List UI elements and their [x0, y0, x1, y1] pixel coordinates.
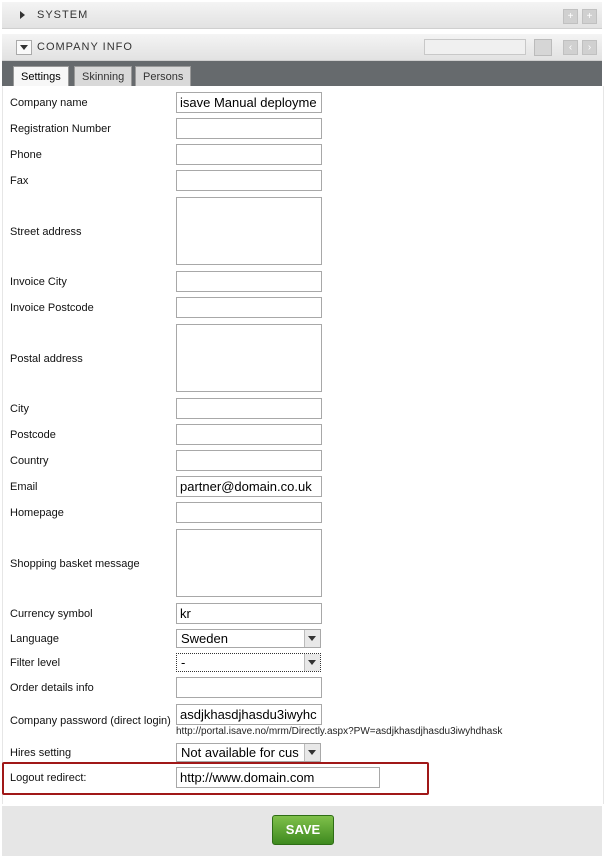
logout-redirect-label: Logout redirect: [10, 772, 87, 784]
filter-level-label: Filter level [10, 657, 61, 669]
logout-redirect-input[interactable]: http://www.domain.com [176, 767, 380, 788]
country-input[interactable] [176, 450, 322, 471]
tab-skinning[interactable]: Skinning [74, 66, 132, 87]
hires-setting-selected-value: Not available for cus [181, 745, 299, 760]
system-panel-title: SYSTEM [37, 9, 89, 21]
company-password-label: Company password (direct login) [10, 715, 171, 727]
system-panel-header[interactable] [2, 2, 602, 29]
company-info-panel-title: COMPANY INFO [37, 41, 133, 53]
hires-setting-select[interactable] [176, 743, 321, 762]
save-button[interactable]: SAVE [272, 815, 334, 845]
panel-search-input[interactable] [424, 39, 526, 55]
logout-redirect-highlight [2, 762, 429, 795]
invoice-postcode-input[interactable] [176, 297, 322, 318]
search-icon[interactable] [534, 39, 552, 56]
chevron-down-icon[interactable] [304, 744, 320, 761]
city-label: City [10, 403, 29, 415]
shopping-basket-message-textarea[interactable] [176, 529, 322, 597]
language-label: Language [10, 633, 59, 645]
collapse-toggle[interactable] [16, 40, 32, 55]
chevron-down-icon[interactable] [304, 654, 320, 671]
company-name-label: Company name [10, 97, 88, 109]
move-down-icon[interactable]: + [582, 9, 597, 24]
street-address-textarea[interactable] [176, 197, 322, 265]
move-up-icon[interactable]: + [563, 9, 578, 24]
phone-input[interactable] [176, 144, 322, 165]
order-details-info-input[interactable] [176, 677, 322, 698]
form-footer [2, 806, 602, 856]
email-label: Email [10, 481, 38, 493]
homepage-label: Homepage [10, 507, 64, 519]
settings-form [2, 86, 604, 804]
company-name-input[interactable]: isave Manual deployme [176, 92, 322, 113]
language-selected-value: Sweden [181, 631, 228, 646]
tab-bar [2, 61, 602, 86]
hires-setting-label: Hires setting [10, 747, 72, 759]
panel-next-icon[interactable]: › [582, 40, 597, 55]
language-select[interactable] [176, 629, 321, 648]
expand-icon[interactable] [20, 11, 25, 19]
tab-settings[interactable]: Settings [13, 66, 69, 87]
tab-persons[interactable]: Persons [135, 66, 191, 87]
filter-level-selected-value: - [181, 655, 186, 670]
invoice-city-label: Invoice City [10, 276, 67, 288]
shopping-basket-message-label: Shopping basket message [10, 558, 140, 570]
invoice-postcode-label: Invoice Postcode [10, 302, 94, 314]
street-address-label: Street address [10, 226, 82, 238]
postcode-input[interactable] [176, 424, 322, 445]
chevron-down-icon[interactable] [304, 630, 320, 647]
fax-label: Fax [10, 175, 29, 187]
email-input[interactable]: partner@domain.co.uk [176, 476, 322, 497]
homepage-input[interactable] [176, 502, 322, 523]
panel-prev-icon[interactable]: ‹ [563, 40, 578, 55]
country-label: Country [10, 455, 49, 467]
company-password-input[interactable]: asdjkhasdjhasdu3iwyhc [176, 704, 322, 725]
postal-address-label: Postal address [10, 353, 83, 365]
currency-symbol-input[interactable]: kr [176, 603, 322, 624]
postcode-label: Postcode [10, 429, 56, 441]
order-details-info-label: Order details info [10, 682, 94, 694]
fax-input[interactable] [176, 170, 322, 191]
registration-number-label: Registration Number [10, 123, 111, 135]
phone-label: Phone [10, 149, 42, 161]
city-input[interactable] [176, 398, 322, 419]
direct-login-url: http://portal.isave.no/mrm/Directly.aspx?PW=asdjkhasdjhasdu3iwyhdhask [176, 726, 503, 737]
company-info-panel-header[interactable] [2, 34, 602, 61]
invoice-city-input[interactable] [176, 271, 322, 292]
currency-symbol-label: Currency symbol [10, 608, 93, 620]
postal-address-textarea[interactable] [176, 324, 322, 392]
filter-level-select[interactable] [176, 653, 321, 672]
registration-number-input[interactable] [176, 118, 322, 139]
collapse-icon [20, 45, 28, 50]
